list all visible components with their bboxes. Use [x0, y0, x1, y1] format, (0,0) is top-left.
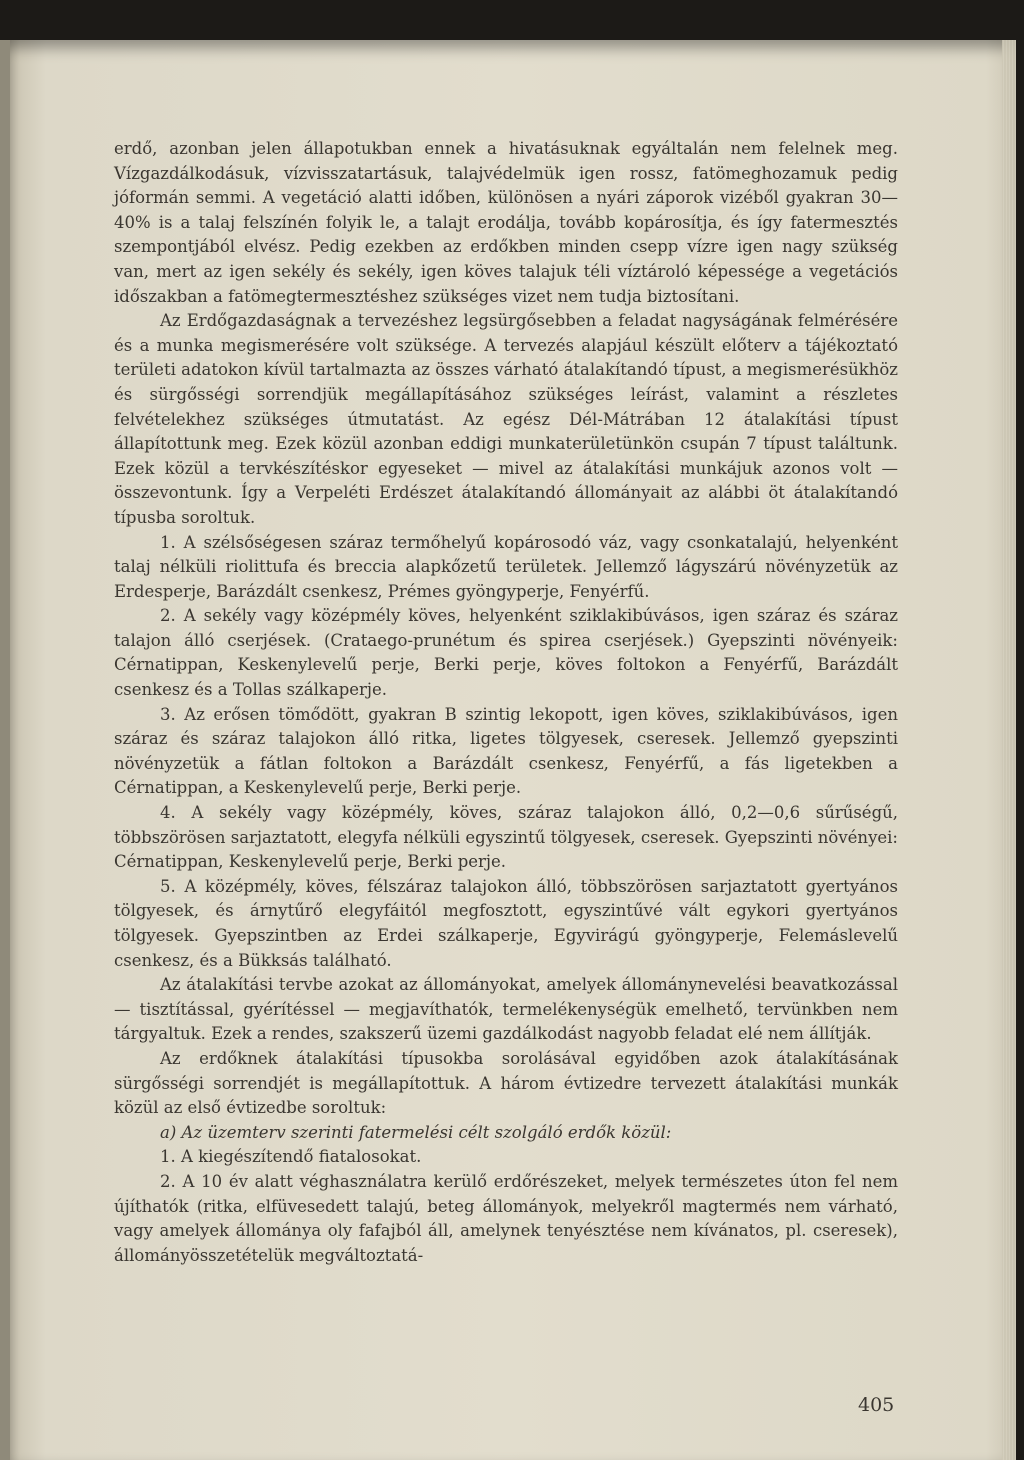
list-item-type-4: 4. A sekély vagy középmély, köves, száraz talajokon álló, 0,2—0,6 sűrűségű, többszörösen sarjaztatott, elegyfa nélküli egyszintű tölgyesek, cseresek. Gyepszinti növényei: Cérnatippan, Keskenylevelű perje, Berki perje. [114, 803, 898, 872]
page-stack-edge [1002, 40, 1016, 1460]
list-item-priority-1: 1. A kiegészítendő fiatalosokat. [160, 1147, 422, 1167]
list-item-priority-2: 2. A 10 év alatt véghasználatra kerülő erdőrészeket, melyek természetes úton fel nem újíthatók (ritka, elfüvesedett talajú, beteg állományok, melyekről magtermés nem várható, vagy amelyek állománya oly fafajból áll, amelynek tenyésztése nem kívánatos, pl. cseresek), állományösszetételük megváltoztatá- [114, 1171, 898, 1265]
page-number: 405 [858, 1394, 895, 1416]
subheading-a: a) Az üzemterv szerinti fatermelési célt szolgáló erdők közül: [160, 1122, 672, 1142]
paragraph-excluded-stands: Az átalakítási tervbe azokat az állományokat, amelyek állománynevelési beavatkozással — tisztítással, gyérítéssel — megjavíthatók, termelékenységük emelhető, tervünkben nem tárgyaltuk. Ezek a rendes, szakszerű üzemi gazdálkodást nagyobb feladat elé nem állítják. [114, 975, 898, 1044]
body-text [114, 137, 898, 1268]
list-item-type-1: 1. A szélsőségesen száraz termőhelyű kopárosodó váz, vagy csonkatalajú, helyenként talaj nélküli riolittufa és breccia alapkőzetű területek. Jellemző lágyszárú növényzetük az Erdesperje, Barázdált csenkesz, Prémes gyöngyperje, Fenyérfű. [114, 532, 898, 601]
page-binding-edge [0, 40, 10, 1460]
paragraph-continuation: erdő, azonban jelen állapotukban ennek a hivatásuknak egyáltalán nem felelnek meg. Vízgazdálkodásuk, vízvisszatartásuk, talajvédelmük igen rossz, fatömeghozamuk pedig jóformán semmi. A vegetáció alatti időben, különösen a nyári záporok vizéből gyakran 30—40% is a talaj felszínén folyik le, a talajt erodálja, tovább kopárosítja, és így fatermesztés szempontjából elvész. Pedig ezekben az erdőkben minden csepp vízre igen nagy szükség van, mert az igen sekély és sekély, igen köves talajuk téli víztároló képessége a vegetációs időszakban a fatömegtermesztéshez szükséges vizet nem tudja biztosítani. [114, 139, 898, 306]
list-item-type-3: 3. Az erősen tömődött, gyakran B szintig lekopott, igen köves, sziklakibúvásos, igen száraz és száraz talajokon álló ritka, ligetes tölgyesek, cseresek. Jellemző gyepszinti növényzetük a fátlan foltokon a Barázdált csenkesz, Fenyérfű, a fás ligetekben a Cérnatippan, a Keskenylevelű perje, Berki perje. [114, 704, 898, 798]
paragraph-urgency-order: Az erdőknek átalakítási típusokba sorolásával egyidőben azok átalakításának sürgősségi sorrendjét is megállapítottuk. A három évtizedre tervezett átalakítási munkák közül az első évtizedbe soroltuk: [114, 1048, 898, 1118]
list-item-type-2: 2. A sekély vagy középmély köves, helyenként sziklakibúvásos, igen száraz és száraz talajon álló cserjések. (Crataego-prunétum és spirea cserjések.) Gyepszinti növényeik: Cérnatippan, Keskenylevelű perje, Berki perje, köves foltokon a Fenyérfű, Barázdált csenkesz és a Tollas szálkaperje. [114, 606, 898, 700]
paragraph-planning: Az Erdőgazdaságnak a tervezéshez legsürgősebben a feladat nagyságának felmérésére és a munka megismerésére volt szüksége. A tervezés alapjául készült előterv a tájékoztató területi adatokon kívül tartalmazta az összes várható átalakítandó típust, a megismerésükhöz és sürgősségi sorrendjük megállapításához szükséges leírást, valamint a részletes felvételekhez szükséges útmutatást. Az egész Dél-Mátrában 12 átalakítási típust állapítottunk meg. Ezek közül azonban eddigi munkaterületünkön csupán 7 típust találtunk. Ezek közül a tervkészítéskor egyeseket — mivel az átalakítási munkájuk azonos volt — összevontunk. Így a Verpeléti Erdészet átalakítandó állományait az alábbi öt átalakítandó típusba soroltuk. [114, 311, 898, 527]
list-item-type-5: 5. A középmély, köves, félszáraz talajokon álló, többszörösen sarjaztatott gyertyános tölgyesek, és árnytűrő elegyfáitól megfosztott, egyszintűvé vált egykori gyertyános tölgyesek. Gyepszintben az Erdei szálkaperje, Egyvirágú gyöngyperje, Felemáslevelű csenkesz, és a Bükksás található. [114, 876, 898, 970]
